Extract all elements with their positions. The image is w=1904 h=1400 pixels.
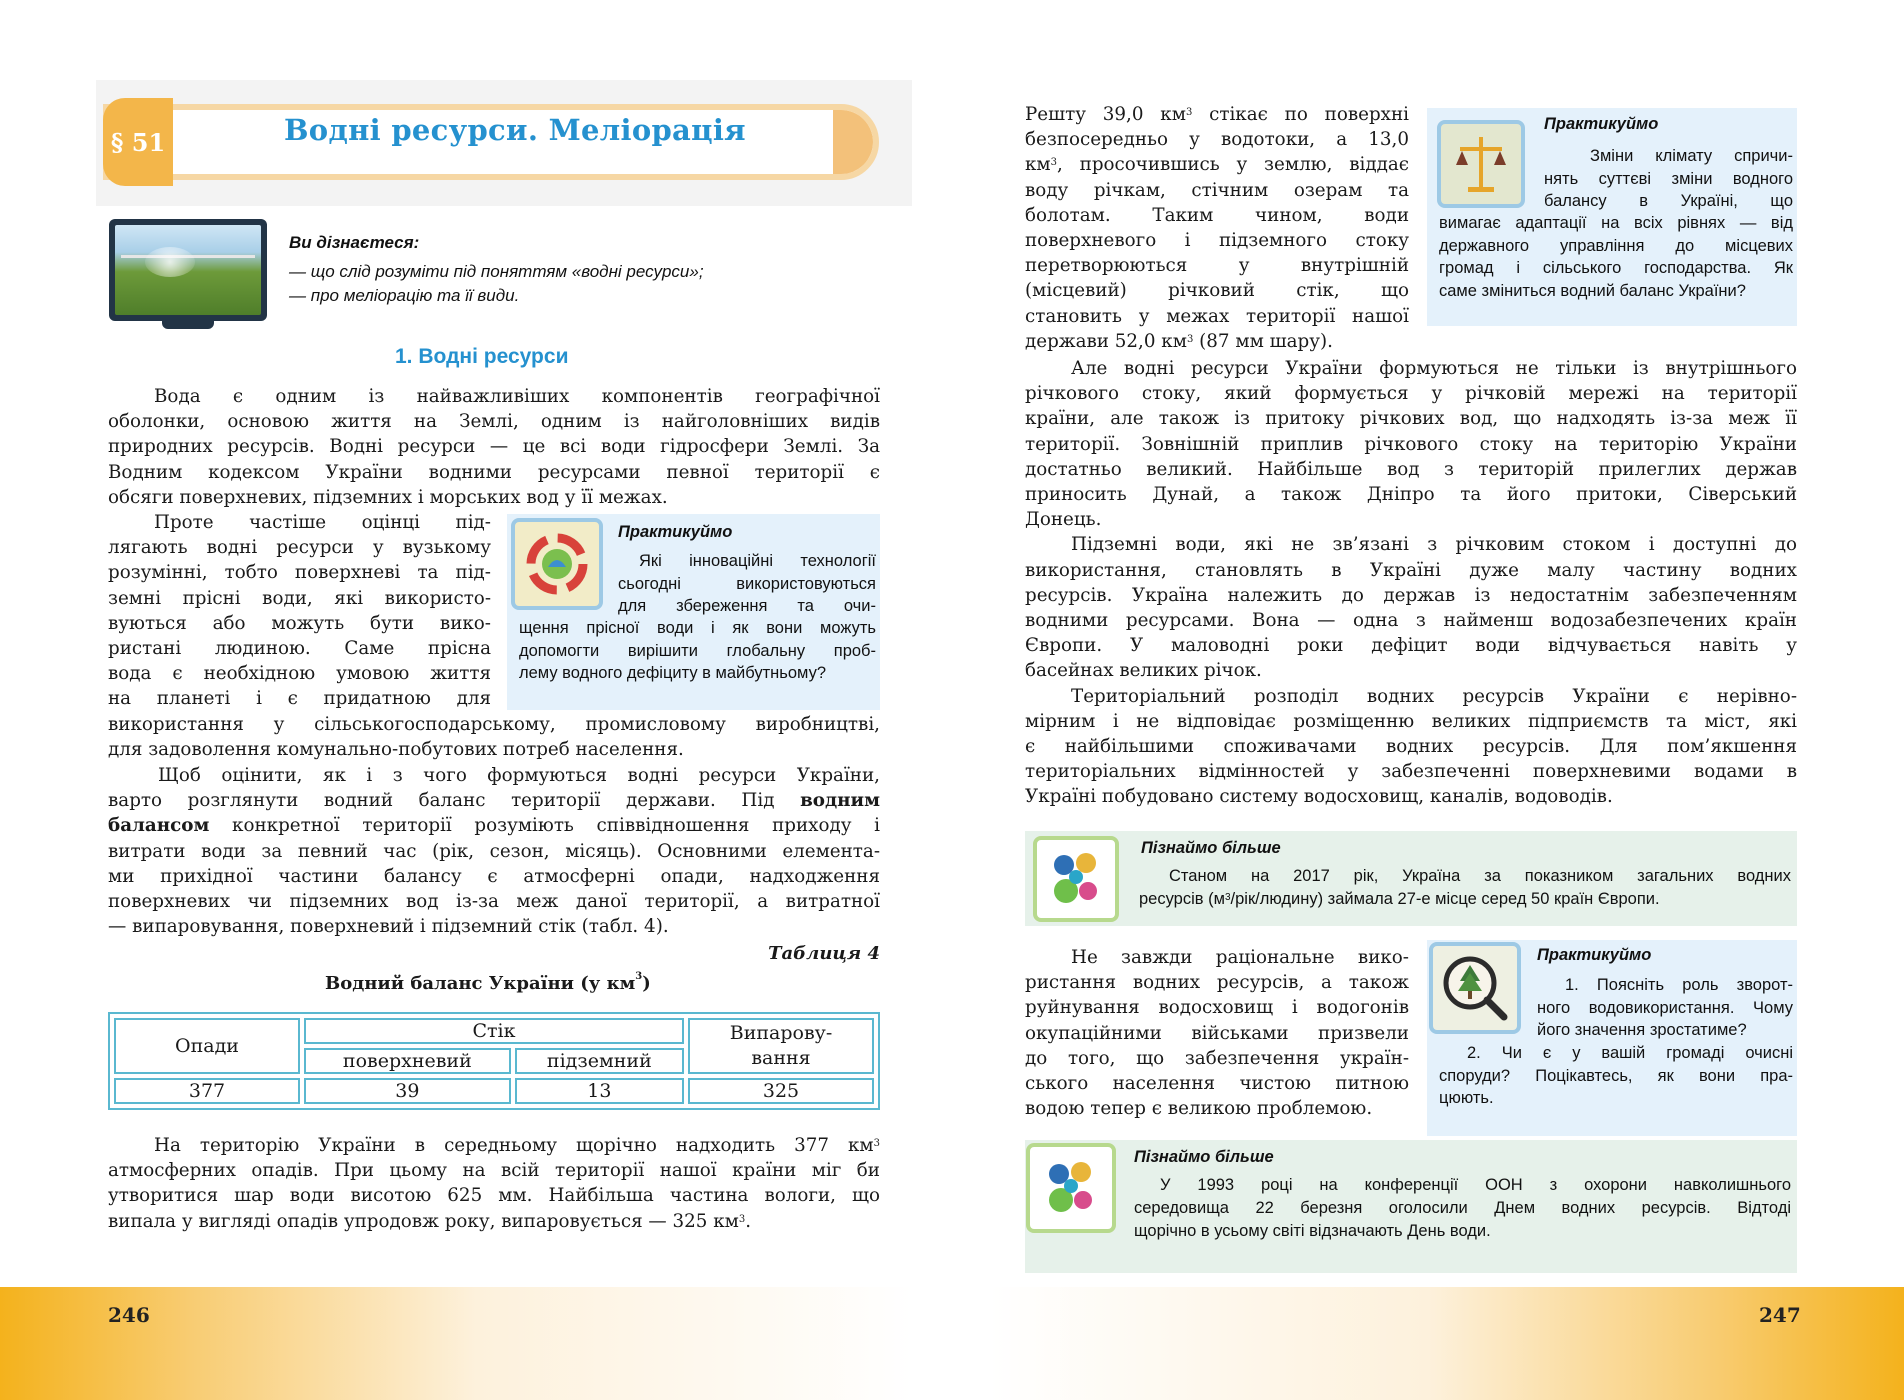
know-more-box: Пізнаймо більше Станом на 2017 рік, Україна за показником загальних водних ресурсів $(м^3/рік/людину)$ займала 27-е місце серед 50 країн Європи. (1025, 831, 1797, 926)
water-balance-table (108, 1012, 880, 1110)
learn-item: — що слід розуміти під поняттям «водні ресурси»; (289, 262, 704, 281)
community-icon (1026, 1143, 1116, 1233)
chapter-title: Водні ресурси. Меліорація (284, 113, 746, 147)
paragraph: Решту 39,0 $км^3$ стікає по поверхні безпосередньо у водотоки, а 13,0 $км^3$, просочившись у землю, віддає воду річкам, стічним озерам та болотам. Таким чином, води поверхневого і підземного стоку перетворюються у внутрішній (місцевий) річковий стік, що становить у межах території нашої держави 52,0 $км^3$ (87 мм шару). (1025, 104, 1409, 352)
table-header-underground: підземний (515, 1048, 684, 1074)
page-number-right: 247 (1759, 1303, 1801, 1327)
paragraph: Щоб оцінити, як і з чого формуються водні ресурси України, варто розглянути водний баланс території держави. Під водним балансом конкретної території розуміють співвідношення приходу і витрати води за певний час (рік, сезон, місяць). Основними елемента- ми прихідної частини балансу є атмосферні опади, надходження поверхневих чи підземних вод із-за меж даної території, а витратної — випаровування, поверхневий і підземний стік (табл. 4). (108, 765, 880, 938)
table-header-surface: поверхневий (304, 1048, 511, 1074)
page-footer (0, 1287, 1904, 1400)
table-cell: 325 (688, 1078, 874, 1104)
table-cell: 39 (304, 1078, 511, 1104)
section-number: § 51 (103, 98, 173, 186)
scales-icon (1437, 120, 1525, 208)
paragraph: На територію України в середньому щорічно надходить 377 $км^3$ атмосферних опадів. При цьому на всій території нашої країни міг би утворитися шар води висотою 625 мм. Найбільша частина вологи, що випала у вигляді опадів упродовж року, випаровується — 325 $км^3$. (108, 1135, 880, 1232)
recycle-earth-icon (511, 518, 603, 610)
magnifier-forest-icon (1429, 942, 1521, 1034)
practice-box: Практикуймо Які інноваційні технології сьогодні використовуються для збереження та очи- щення прісної води і як вони можуть допомогти вирішити глобальну проб- лему водного дефіциту в майбутньому? (507, 514, 880, 710)
irrigation-monitor-icon (109, 219, 267, 321)
table-caption: Таблиця 4 (768, 943, 880, 964)
practice-box: Практикуймо Зміни клімату спричи- нять суттєві зміни водного балансу в Україні, що вимагає адаптації на всіх рівнях — від державного управління до місцевих громад і сільського господарства. Як саме зміниться водний баланс України? (1427, 108, 1797, 326)
page-number-left: 246 (108, 1303, 150, 1327)
practice-box: Практикуймо 1. Поясніть роль зворот- ного водовикористання. Чому його значення зростатиме? 2. Чи є у вашій громаді очисні споруди? Поцікавтесь, як вони пра- цюють. (1427, 940, 1797, 1136)
table-cell: 13 (515, 1078, 684, 1104)
community-icon (1033, 836, 1119, 922)
know-more-box: Пізнаймо більше У 1993 році на конференції ООН з охорони навколишнього середовища 22 березня оголосили Днем водних ресурсів. Відтоді щорічно в усьому світі відзначають День води. (1025, 1140, 1797, 1273)
table-header-evap: Випарову- вання (688, 1018, 874, 1074)
table-title: Водний баланс України (у $км^3$) (325, 971, 651, 994)
section-heading: 1. Водні ресурси (395, 345, 569, 368)
table-header-precip: Опади (114, 1018, 300, 1074)
table-header-runoff: Стік (304, 1018, 684, 1044)
paragraph: Але водні ресурси України формуються не тільки із внутрішнього річкового стоку, який формується у річковій мережі на території країни, але також із притоку річкових вод, що надходять із-за меж її території. Зовнішній приплив річкового стоку на територію України достатньо великий. Найбільше вод з територій прилеглих держав приносить Дунай, а також Дніпро та його притоки, Сіверський Донець. Підземні води, які не зв’язані з річковим стоком і доступні до використання, становлять в Україні дуже малу частину водних ресурсів. Україна належить до держав із недостатнім забезпеченням водними ресурсами. Вона — одна з найменш водозабезпечених країн Європи. У маловодні роки дефіцит води відчувається навіть у басейнах великих річок. Територіальний розподіл водних ресурсів України є нерівно- мірним і не відповідає розміщенню великих підприємств та міст, які є найбільшими споживачами водних ресурсів. Для пом’якшення територіальних відмінностей у забезпеченні поверхневими водами в Україні побудовано систему водосховищ, каналів, водоводів. (1025, 358, 1797, 808)
learn-title: Ви дізнаєтеся: (289, 233, 420, 252)
paragraph: Проте частіше оцінці під- лягають водні ресурси у вузькому розумінні, тобто поверхневі та під- земні прісні води, які використо- вуються або можуть бути вико- ристані людиною. Саме прісна вода є необхідною умовою життя на планеті і є придатною для (108, 512, 491, 710)
paragraph: використання у сільськогосподарському, промисловому виробництві, для задоволення комунально-побутових потреб населення. (108, 714, 880, 761)
paragraph: Вода є одним із найважливіших компонентів географічної оболонки, основою життя на Землі, одним із найголовніших видів природних ресурсів. Водні ресурси — це всі води гідросфери Землі. За Водним кодексом України водними ресурсами певної території є обсяги поверхневих, підземних і морських вод у її межах. (108, 386, 880, 508)
learn-item: — про меліорацію та її види. (289, 286, 520, 305)
paragraph: Не завжди раціональне вико- ристання водних ресурсів, а також руйнування водосховищ і водогонів окупаційними військами призвели до того, що забезпечення україн- ського населення чистою питною водою тепер є великою проблемою. (1025, 947, 1409, 1120)
table-cell: 377 (114, 1078, 300, 1104)
